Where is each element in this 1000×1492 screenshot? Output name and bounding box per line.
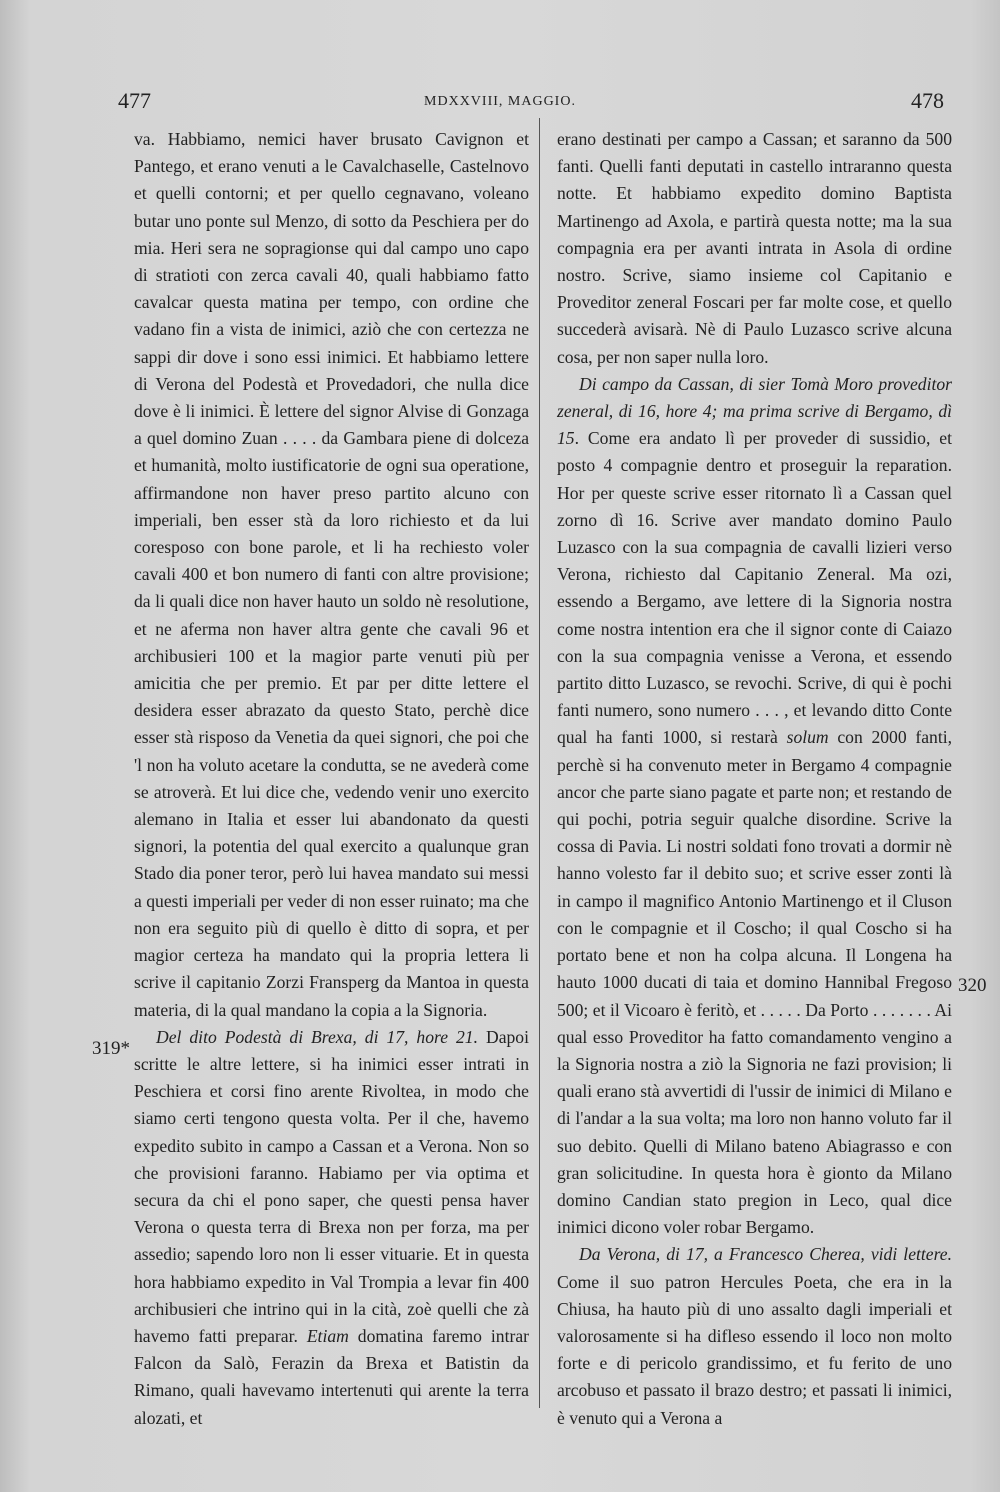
section-heading: Da Verona, di 17, a Francesco Cherea, vidi lettere. <box>579 1244 952 1265</box>
right-column <box>557 126 952 1432</box>
column-divider <box>539 118 540 1408</box>
italic-word: Etiam <box>306 1325 349 1346</box>
right-paragraph-2-body-a: . Come era andato lì per proveder di sussidio, et posto 4 compagnie dentro et proseguir la reparation. Hor per queste scrive esser ritornato lì a Cassan quel zorno dì 16. Scrive aver mandato domino Paulo Luzasco con la sua compagnia de cavalli lizieri verso Verona, richiesto dal Capitanio Zeneral. Ma ozi, essendo a Bergamo, ave lettere di la Signoria nostra come nostra intention era che il signor conte di Caiazo con la sua compagnia venisse a Verona, et essendo partito ditto Luzasco, se revochi. Scrive, di qui è pochi fanti numero, sono numero . . . , et levando ditto Conte qual ha fanti 1000, si restarà <box>557 428 952 748</box>
running-title: MDXXVIII, MAGGIO. <box>424 94 576 109</box>
page-number-left: 477 <box>118 88 151 113</box>
page-number-right: 478 <box>911 88 944 113</box>
right-paragraph-3-body: Come il suo patron Hercules Poeta, che era in la Chiusa, ha hauto più di uno assalto dagli imperiali et valorosamente si ha difleso essendo il loco non molto forte e di pericolo grandissimo, et fu ferito de uno arcobuso et passato il brazo destro; et passati li inimici, è venuto qui a Verona a <box>557 1271 952 1428</box>
margin-number-left: 319* <box>92 1038 130 1059</box>
left-paragraph-2-body: Dapoi scritte le altre lettere, si ha inimici esser intrati in Peschiera et corsi fino arente Rivoltea, in modo che siamo certi tengono questa volta. Per il che, havemo expedito subito in campo a Cassan et a Verona. Non so che provisioni faranno. Habiamo per via optima et secura da chi el pono saper, che questi pensa haver Verona o questa terra di Brexa non per forza, ma per assedio; sapendo loro non li esser vituarie. Et in questa hora habbiamo expedito in Val Trompia a levar fin 400 archibusieri che intrino qui in la cità, zoè quelli che zà havemo fatti preparar. <box>134 1026 529 1346</box>
section-heading: Di campo da Cassan, di sier Tomà Moro proveditor zeneral, di 16, hore 4; ma prima scrive di Bergamo, dì 15 <box>557 373 952 449</box>
left-paragraph-2 <box>134 1024 529 1432</box>
left-paragraph-2-tail: domatina faremo intrar Falcon da Salò, Ferazin da Brexa et Batistin da Rimano, quali havevamo intertenuti qui arente la terra alozati, et <box>134 1325 529 1428</box>
section-heading: Del dito Podestà di Brexa, di 17, hore 21. <box>156 1026 478 1047</box>
right-paragraph-2 <box>557 371 952 1242</box>
italic-word: solum <box>786 727 829 748</box>
margin-number-right: 320 <box>958 975 987 996</box>
right-paragraph-2-body-b: con 2000 fanti, perchè si ha convenuto meter in Bergamo 4 compagnie ancor che parte siano pagate et parte non; et restando de qui pochi, potria seguir qualche disordine. Scrive la cossa di Pavia. Li nostri soldati fono trovati a dormir nè hanno volesto far il debito suo; et scrive esser zonti là in campo il magnifico Antonio Martinengo et il Cluson con le compagnie et il Coscho; il qual Coscho si ha portato bene et non ha colpa alcuna. Il Longena ha hauto 1000 ducati di taia et domino Hannibal Fregoso 500; et il Vicoaro è feritò, et . . . . . Da Porto . . . . . . . Ai qual esso Proveditor ha fatto comandamento vengino a la Signoria nostra a ziò la Signoria ne fazi provision; li quali erano stà avvertidi di l'ussir de inimici di Milano e di l'andar a la sua volta; ma loro non hanno voluto far il suo debito. Quelli di Milano bateno Abiagrasso e con gran solicitudine. In questa hora è gionto da Milano domino Candian stato pregion in Leco, qual dice inimici dicono voler robar Bergamo. <box>557 727 953 1238</box>
left-column <box>134 126 529 1432</box>
left-paragraph-1: va. Habbiamo, nemici haver brusato Cavignon et Pantego, et erano venuti a le Cavalchaselle, Castelnovo et quelli contorni; et per quello cegnavano, voleano butar uno ponte sul Menzo, di sotto da Peschiera per do mia. Heri sera ne sopragionse qui dal campo uno capo di stratioti con zerca cavali 40, quali habbiamo fatto cavalcar questa matina per tempo, con ordine che vadano fin a vista de inimici, aziò che con certezza ne sappi dir dove i sono essi inimici. Et habbiamo lettere di Verona del Podestà et Provedadori, che nulla dice dove è li inimici. È lettere del signor Alvise di Gonzaga a quel domino Zuan . . . . da Gambara piene di dolceza et humanità, molto iustificatorie de ogni sua operatione, affirmandone non haver preso partito alcuno con imperiali, ben esser stà da loro richiesto et da lui coresposo con bone parole, et li ha rechiesto voler cavali 400 et bon numero di fanti con altre provisione; da li quali dice non haver hauto un soldo nè resolutione, et ne aferma non haver altra gente che cavali 96 et archibusieri 100 et la magior parte venuti più per amicitia che per premio. Et par per ditte lettere el desidera esser abrazato da questo Stato, perchè dice esser stà risposo da Venetia da quei signori, che poi che 'l non ha voluto acetare la condutta, se ne avederà come se atroverà. Et lui dice che, vedendo venir uno exercito alemano in Italia et esser lui abandonato da questi signori, la potentia del qual exercito a qualunque gran Stado dia poner teror, però lui havea mandato sui messi a questi imperiali per veder di non esser ruinato; ma che non era seguito più di quello è ditto di sopra, et per magior certeza ha mandato qui la propria lettera li scrive il capitanio Zorzi Fransperg da Mantoa in questa materia, di la qual mandano la copia a la Signoria. <box>134 129 529 1020</box>
right-paragraph-1: erano destinati per campo a Cassan; et saranno da 500 fanti. Quelli fanti deputati in castello intraranno questa notte. Et habbiamo expedito domino Baptista Martinengo ad Axola, e partirà questa notte; ma la sua compagnia era per avanti intrata in Asola di ordine nostro. Scrive, siamo insieme col Capitanio e Proveditor zeneral Foscari per far molte cose, et quello succederà avisarà. Nè di Paulo Luzasco scrive alcuna cosa, per non saper nulla loro. <box>557 129 952 367</box>
right-paragraph-3 <box>557 1241 952 1431</box>
